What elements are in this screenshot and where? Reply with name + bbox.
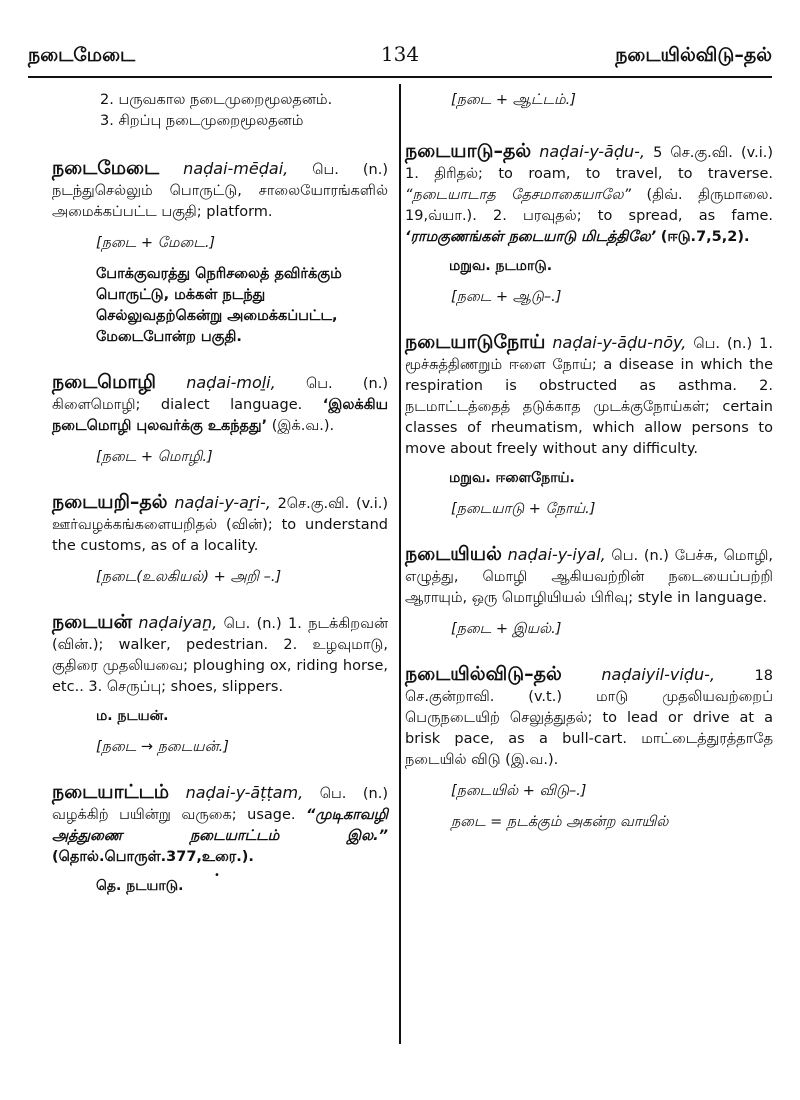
entry-definition [405,141,773,248]
definition-text-2: 2. பரவுதல்; to spread, as fame. [493,208,774,224]
entry-nadaiyadu [405,141,773,308]
entry-definition [52,372,388,437]
etymology: [நடை → நடையன்.] [96,739,229,755]
transliteration: naḍai-mēḍai, [183,159,289,178]
entry-nadaiyattam [52,782,388,897]
entry-nadaimozhi [52,372,388,468]
transliteration: naḍai-y-āṭṭam, [185,783,304,802]
definition-text: நடந்துசெல்லும் பொருட்டு, சாலையோரங்களில் அமைக்கப்பட்ட பகுதி; platform. [52,183,388,220]
entry-nadaiyilvidu [405,664,773,833]
definition-text: செ.குன்றாவி. (v.t.) மாடு முதலியவற்றைப் பெருநடையிற் செலுத்துதல்; to lead or drive at a brisk pace, as a bull-cart. [405,689,773,747]
headword: நடையியல் [405,543,502,565]
citation-source: (இக்.வ.). [271,418,335,434]
header-rule [28,76,772,78]
part-of-speech: பெ. (n.) [305,376,388,392]
headword: நடைமேடை [52,157,160,179]
transliteration: naḍai-moḻi, [186,373,276,392]
definition-text: வழக்கிற் பயின்று வருகை; usage. [52,807,296,823]
part-of-speech: பெ. (n.) [611,548,669,564]
citation-source-2: (ஈடு.7,5,2). [660,229,750,245]
etymology: [நடையில் + விடு–.] [451,783,587,799]
citation-source: (இ.வ.). [505,752,559,768]
citation-quote-2: ‘ராமகுணங்கள் நடையாடு மிடத்திலே’ [405,229,657,245]
part-of-speech: 5 செ.கு.வி. [653,145,733,161]
part-of-speech: பெ. (n.) [693,336,753,352]
citation-quote: ‘இலக்கிய நடைமொழி புலவர்க்கு உகந்தது’ [52,397,389,434]
part-of-speech: பெ. (n.) [319,786,389,802]
guide-word-right: நடையில்விடு–தல் [615,44,772,66]
transliteration: naḍaiyaṉ, [138,613,218,632]
transliteration: naḍai-y-āḍu-, [539,142,645,161]
entry-definition [52,612,388,698]
part-of-speech: 2செ.கு.வி. (v.i.) [277,496,388,512]
etymology: [நடையாடு + நோய்.] [451,501,596,517]
continuation-line-1: 2. பருவகால நடைமுறைமூலதனம். [100,92,333,108]
headword: நடைமொழி [52,371,156,393]
citation-quote: மாட்டைத்துரத்தாதே நடையில் விடு [405,731,774,768]
etymology: [நடை + இயல்.] [451,621,562,637]
definition-text: பேச்சு, மொழி, எழுத்து, மொழி ஆகியவற்றின் நடையைப்பற்றி ஆராயும், ஒரு மொழியியல் பிரிவு; style in language. [405,548,774,606]
entry-nadaiyan [52,612,388,758]
headword: நடையில்விடு–தல் [405,663,562,685]
headword: நடையாடு–தல் [405,140,532,162]
explanation: போக்குவரத்து நெரிசலைத் தவிர்க்கும் பொருட்டு, மக்கள் நடந்து செல்லுவதற்கென்று அமைக்கப்பட்ட, மேடைபோன்ற பகுதி. [96,266,342,345]
cognate-note: தெ. நடயாடு. [96,878,184,894]
definition-text: 1. நடக்கிறவன் (வின்.); walker, pedestrian. 2. உழவுமாடு, குதிரை முதலியவை; ploughing ox, riding horse, etc.. 3. செருப்பு; shoes, slippers. [52,616,389,695]
explanation: நடை = நடக்கும் அகன்ற வாயில் [451,814,669,830]
headword: நடையாடுநோய் [405,331,546,353]
citation-quote: “முடிகாவழி அத்துணை நடையாட்டம் இல.” [52,807,389,844]
guide-word-left: நடைமேடை [28,44,136,66]
transliteration: naḍai-y-aṟi-, [174,493,271,512]
entry-nadaiyadunoy [405,332,773,520]
transliteration: naḍai-y-āḍu-nōy, [552,333,687,352]
definition-text: ஊர்வழக்கங்களையறிதல் (வின்); to understand the customs, as of a locality. [52,517,388,554]
part-of-speech: பெ. (n.) [223,616,282,632]
right-column [405,82,773,851]
page-header [28,40,772,76]
definition-text: கிளைமொழி; dialect language. [52,397,303,413]
synonym-note: மறுவ. ஈளைநோய். [449,470,575,486]
citation-source: (தொல்.பொருள்.377,உரை.). [52,849,254,865]
cognate-note: ம. நடயன். [96,708,169,724]
entry-nadaimedai [52,158,388,348]
citation-quote: “நடையாடாத தேசமாகையாலே” [405,187,632,203]
part-of-speech: பெ. (n.) [312,162,389,178]
entry-nadaiyiyal [405,544,773,640]
print-speck: • [214,870,220,881]
synonym-note: மறுவ. நடமாடு. [449,258,553,274]
headword: நடையறி–தல் [52,491,168,513]
etymology: [நடை(உலகியல்) + அறி –.] [96,569,282,585]
continuation-line-2: 3. சிறப்பு நடைமுறைமூலதனம் [100,113,304,129]
entry-definition [52,782,388,868]
headword: நடையாட்டம் [52,781,170,803]
entry-definition [405,544,773,609]
column-divider [399,84,401,1044]
entry-definition [52,492,388,557]
citation-source: (திவ். திருமாலை. 19,வ்யா.). [405,187,773,224]
part-of-speech: 18 [754,668,773,684]
etymology-continued: [நடை + ஆட்டம்.] [451,92,576,108]
left-column [52,82,388,915]
etymology: [நடை + மேடை.] [96,235,216,251]
entry-definition [405,664,773,771]
transliteration: naḍaiyil-viḍu-, [601,665,715,684]
entry-definition [405,332,773,460]
page-number: 134 [380,42,420,66]
entry-nadaiyari [52,492,388,588]
headword: நடையன் [52,611,133,633]
entry-definition [52,158,388,223]
etymology: [நடை + ஆடு–.] [451,289,562,305]
definition-text: (v.i.) 1. திரிதல்; to roam, to travel, to traverse. [405,145,774,182]
etymology: [நடை + மொழி.] [96,449,213,465]
transliteration: naḍai-y-iyal, [507,545,606,564]
definition-text: 1. மூச்சுத்திணறும் ஈளை நோய்; a disease in which the respiration is obstructed as asthma. 2. நடமாட்டத்தைத் தடுக்காத முடக்குநோய்கள்; certain classes of rheumatism, which allow persons to move about freely without any difficulty. [405,336,773,457]
